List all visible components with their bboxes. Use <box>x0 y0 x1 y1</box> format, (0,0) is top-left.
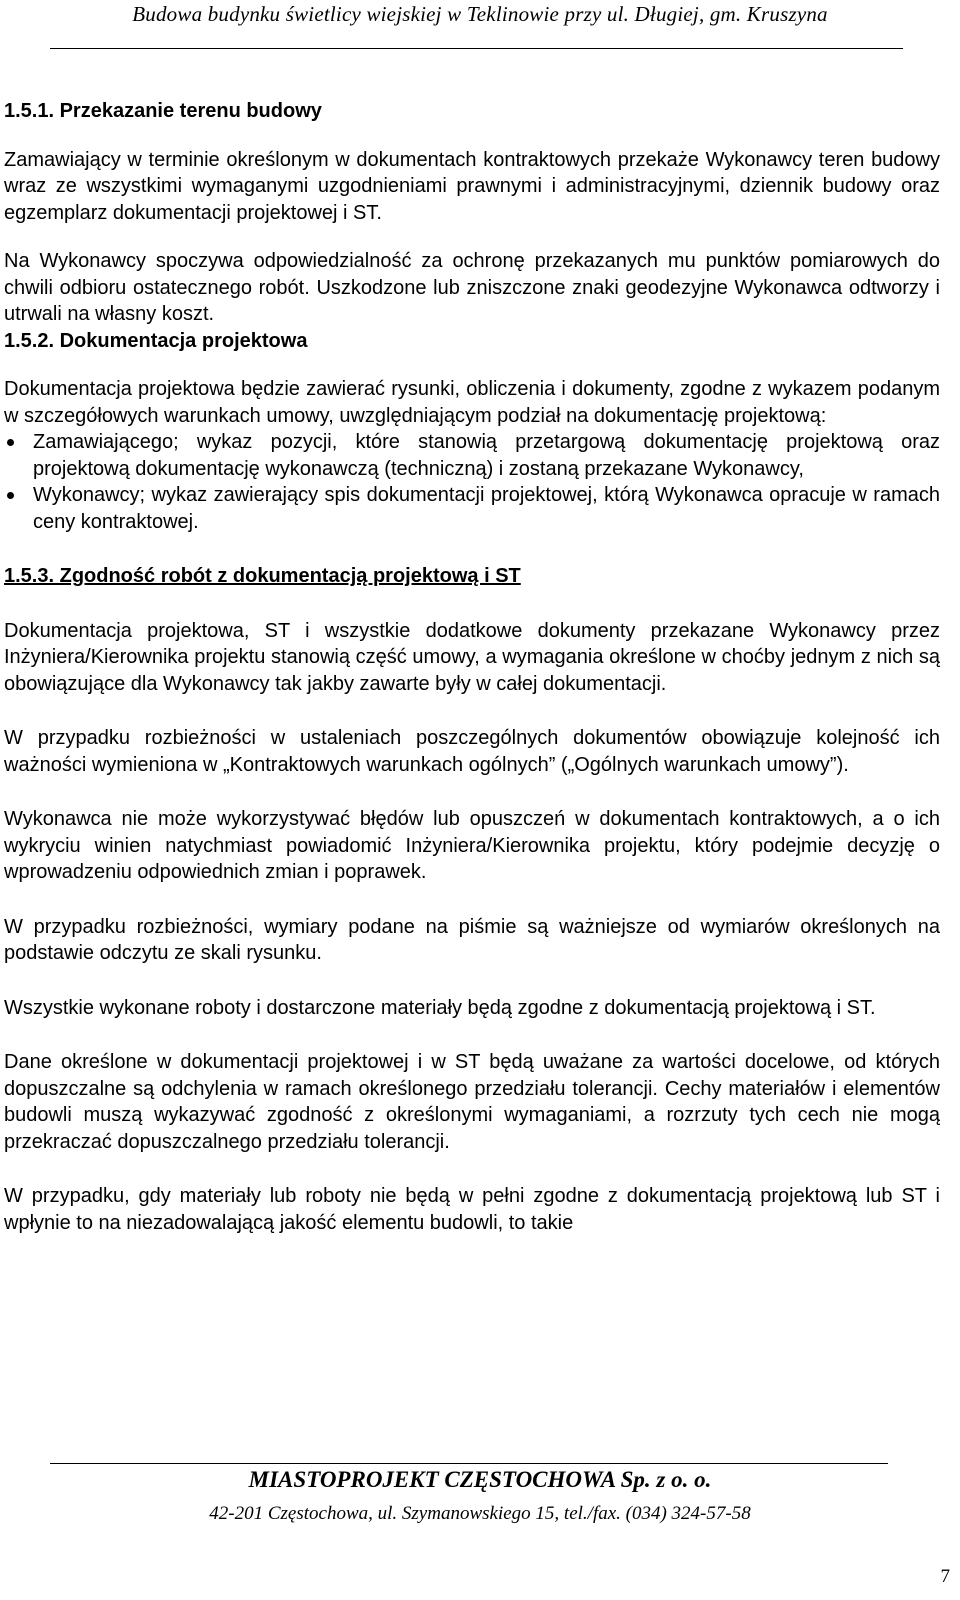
page-number: 7 <box>940 1566 950 1587</box>
section-heading-1-5-2: 1.5.2. Dokumentacja projektowa <box>4 329 308 352</box>
page-header-title: Budowa budynku świetlicy wiejskiej w Teklinowie przy ul. Długiej, gm. Kruszyna <box>132 2 828 26</box>
bullet-icon <box>7 439 14 446</box>
list-item <box>4 482 940 535</box>
paragraph: Dokumentacja projektowa będzie zawierać rysunki, obliczenia i dokumenty, zgodne z wykazem podanym w szczegółowych warunkach umowy, uwzględniającym podział na dokumentację projektową: <box>4 378 940 427</box>
list-item-text: Wykonawcy; wykaz zawierający spis dokumentacji projektowej, którą Wykonawca opracuje w ramach ceny kontraktowej. <box>33 484 940 533</box>
footer-divider <box>50 1463 888 1464</box>
paragraph: Zamawiający w terminie określonym w dokumentach kontraktowych przekaże Wykonawcy teren budowy wraz ze wszystkimi wymaganymi uzgodnieniami prawnymi i administracyjnymi, dziennik budowy oraz egzemplarz dokumentacji projektowej i ST. <box>4 148 940 224</box>
header-divider <box>50 48 903 49</box>
paragraph: W przypadku rozbieżności w ustaleniach poszczególnych dokumentów obowiązuje kolejność ich ważności wymieniona w „Kontraktowych warunkach ogólnych” („Ogólnych warunkach umowy”). <box>4 727 940 776</box>
list-item <box>4 429 940 482</box>
paragraph: Dane określone w dokumentacji projektowej i w ST będą uważane za wartości docelowe, od których dopuszczalne są odchylenia w ramach określonego przedziału tolerancji. Cechy materiałów i elementów budowli muszą wykazywać zgodność z określonymi wymaganiami, a rozrzuty tych cech nie mogą przekraczać dopuszczalnego przedziału tolerancji. <box>4 1051 940 1153</box>
footer-address: 42-201 Częstochowa, ul. Szymanowskiego 15, tel./fax. (034) 324-57-58 <box>209 1503 751 1524</box>
paragraph: Dokumentacja projektowa, ST i wszystkie dodatkowe dokumenty przekazane Wykonawcy przez Inżyniera/Kierownika projektu stanowią część umowy, a wymagania określone w choćby jednym z nich są obowiązujące dla Wykonawcy tak jakby zawarte były w całej dokumentacji. <box>4 619 940 695</box>
section-heading-1-5-3: 1.5.3. Zgodność robót z dokumentacją projektową i ST <box>4 565 521 587</box>
document-body <box>4 98 940 1236</box>
paragraph: Wszystkie wykonane roboty i dostarczone materiały będą zgodne z dokumentacją projektową i ST. <box>4 996 876 1019</box>
paragraph: W przypadku rozbieżności, wymiary podane na piśmie są ważniejsze od wymiarów określonych na podstawie odczytu ze skali rysunku. <box>4 915 940 964</box>
footer-company-name: MIASTOPROJEKT CZĘSTOCHOWA Sp. z o. o. <box>248 1467 712 1492</box>
bullet-list <box>4 429 940 535</box>
paragraph: Wykonawca nie może wykorzystywać błędów lub opuszczeń w dokumentach kontraktowych, a o ich wykryciu winien natychmiast powiadomić Inżyniera/Kierownika projektu, który podejmie decyzję o wprowadzeniu odpowiednich zmian i poprawek. <box>4 808 940 883</box>
paragraph: Na Wykonawcy spoczywa odpowiedzialność za ochronę przekazanych mu punktów pomiarowych do chwili odbioru ostatecznego robót. Uszkodzone lub zniszczone znaki geodezyjne Wykonawca odtworzy i utrwali na własny koszt. <box>4 250 940 325</box>
list-item-text: Zamawiającego; wykaz pozycji, które stanowią przetargową dokumentację projektową oraz projektową dokumentację wykonawczą (techniczną) i zostaną przekazane Wykonawcy, <box>33 431 940 480</box>
section-heading-1-5-1: 1.5.1. Przekazanie terenu budowy <box>4 100 322 122</box>
bullet-icon <box>7 492 14 499</box>
paragraph: W przypadku, gdy materiały lub roboty nie będą w pełni zgodne z dokumentacją projektową lub ST i wpłynie to na niezadowalającą jakość elementu budowli, to takie <box>4 1185 940 1234</box>
